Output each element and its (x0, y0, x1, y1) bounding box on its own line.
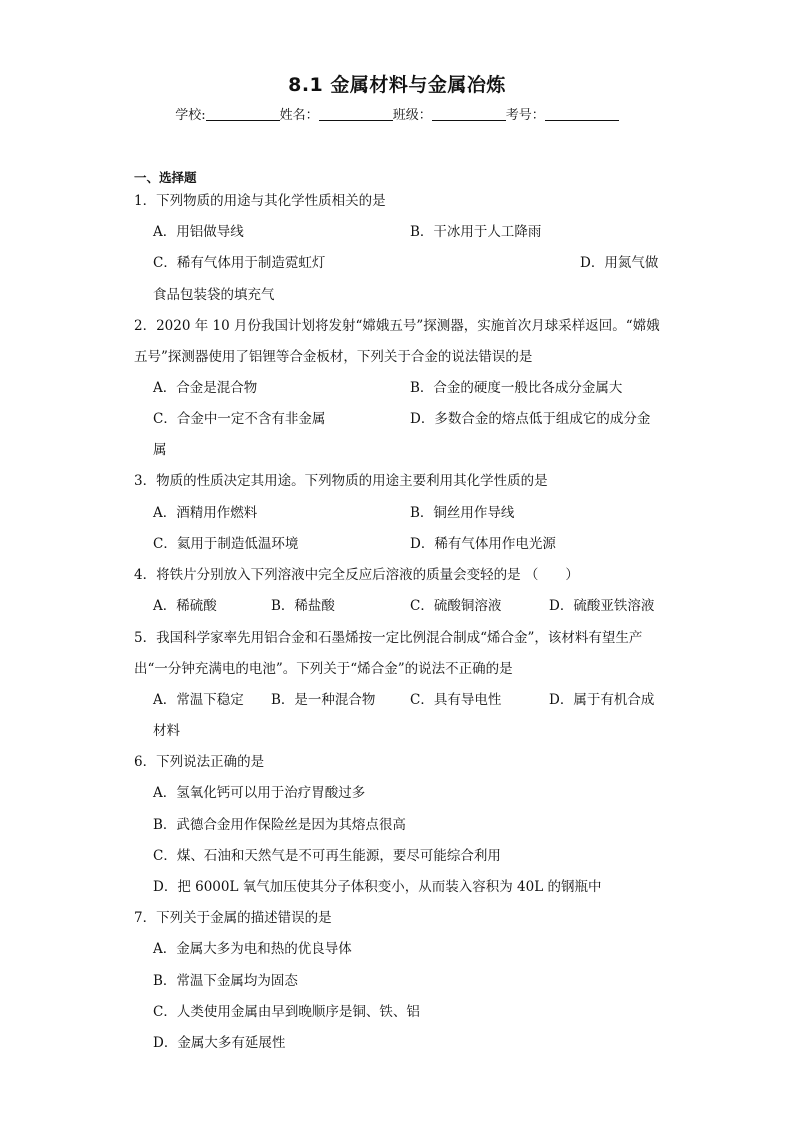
exam-no-blank[interactable] (545, 106, 619, 121)
page-title: 8.1 金属材料与金属冶炼 (288, 74, 506, 96)
q1-option-d: D．用氮气做 (580, 255, 659, 271)
student-info-line (0, 104, 794, 123)
class-blank[interactable] (432, 106, 506, 121)
q6-option-d: D．把 6000L 氧气加压使其分子体积变小，从而装入容积为 40L 的钢瓶中 (153, 879, 602, 895)
q3-option-d: D．稀有气体用作电光源 (410, 536, 556, 552)
q4-option-d: D．硫酸亚铁溶液 (549, 598, 655, 614)
q5-option-d: D．属于有机合成 (549, 692, 655, 708)
q7-option-c: C．人类使用金属由早到晚顺序是铜、铁、铝 (153, 1004, 420, 1020)
q3-option-a: A．酒精用作燃料 (153, 505, 258, 521)
class-label: 班级： (392, 108, 432, 123)
q2-option-d: D．多数合金的熔点低于组成它的成分金 (410, 411, 651, 427)
section-heading: 一、选择题 (134, 170, 197, 185)
q2-option-c: C．合金中一定不含有非金属 (153, 411, 326, 427)
q7-option-b: B．常温下金属均为固态 (153, 973, 298, 989)
q1-option-d-cont: 食品包装袋的填充气 (153, 287, 275, 303)
q3-option-c: C．氦用于制造低温环境 (153, 536, 299, 552)
q3-stem: 3．物质的性质决定其用途。下列物质的用途主要利用其化学性质的是 (134, 473, 548, 489)
q2-option-b: B．合金的硬度一般比各成分金属大 (410, 380, 623, 396)
q1-option-a: A．用铝做导线 (153, 224, 244, 240)
q3-option-b: B．铜丝用作导线 (410, 505, 515, 521)
q5-stem-line2: 出“一分钟充满电的电池”。下列关于“烯合金”的说法不正确的是 (134, 661, 513, 677)
exam-no-label: 考号： (505, 108, 545, 123)
q6-stem: 6．下列说法正确的是 (134, 754, 265, 770)
q4-option-a: A．稀硫酸 (153, 598, 217, 614)
q7-stem: 7．下列关于金属的描述错误的是 (134, 910, 332, 926)
q2-stem-line1: 2．2020 年 10 月份我国计划将发射“嫦娥五号”探测器，实施首次月球采样返回。“嫦娥 (134, 318, 660, 334)
q5-stem-line1: 5．我国科学家率先用铝合金和石墨烯按一定比例混合制成“烯合金”，该材料有望生产 (134, 630, 643, 646)
q2-option-a: A．合金是混合物 (153, 380, 258, 396)
q1-option-c: C．稀有气体用于制造霓虹灯 (153, 255, 326, 271)
q7-option-a: A．金属大多为电和热的优良导体 (153, 941, 352, 957)
q1-stem: 1．下列物质的用途与其化学性质相关的是 (134, 193, 386, 209)
school-label: 学校: (175, 108, 206, 123)
q5-option-b: B．是一种混合物 (271, 692, 376, 708)
name-blank[interactable] (319, 106, 393, 121)
q4-option-c: C．硫酸铜溶液 (410, 598, 502, 614)
q5-option-d-cont: 材料 (153, 723, 180, 739)
q1-option-b: B．干冰用于人工降雨 (410, 224, 542, 240)
q4-option-b: B．稀盐酸 (271, 598, 335, 614)
q2-stem-line2: 五号”探测器使用了铝锂等合金板材，下列关于合金的说法错误的是 (134, 349, 533, 365)
q6-option-c: C．煤、石油和天然气是不可再生能源，要尽可能综合利用 (153, 848, 501, 864)
q5-option-c: C．具有导电性 (410, 692, 502, 708)
name-label: 姓名： (279, 108, 319, 123)
q2-option-d-cont: 属 (153, 442, 167, 458)
q4-stem: 4．将铁片分别放入下列溶液中完全反应后溶液的质量会变轻的是 （ ） (134, 567, 579, 583)
q7-option-d: D．金属大多有延展性 (153, 1035, 286, 1051)
q6-option-b: B．武德合金用作保险丝是因为其熔点很高 (153, 817, 406, 833)
q6-option-a: A．氢氧化钙可以用于治疗胃酸过多 (153, 785, 366, 801)
school-blank[interactable] (206, 106, 280, 121)
q5-option-a: A．常温下稳定 (153, 692, 244, 708)
